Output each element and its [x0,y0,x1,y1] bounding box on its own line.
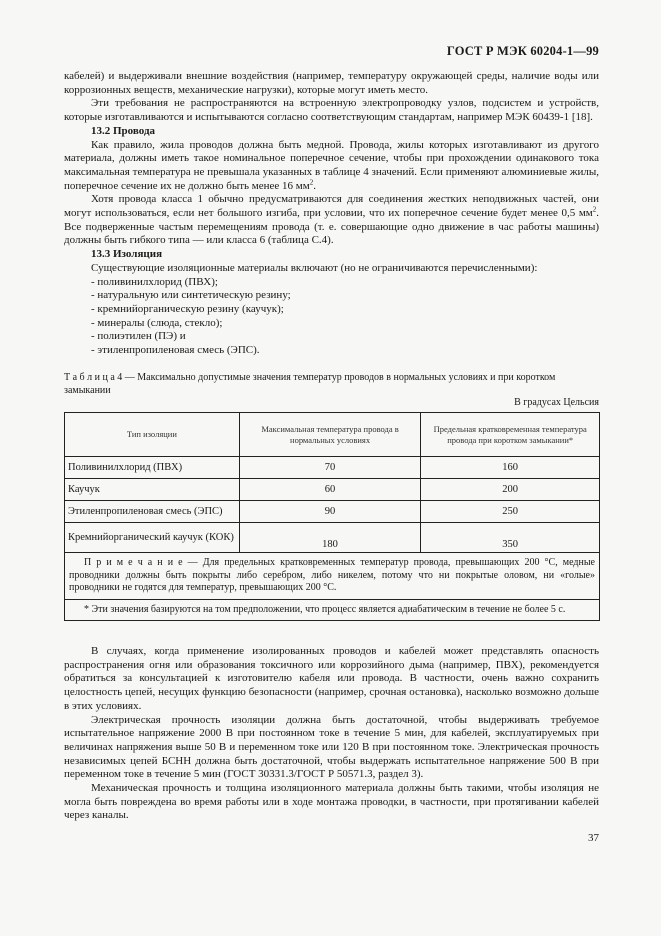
table-cell: 160 [421,457,600,479]
table-note: П р и м е ч а н и е — Для предельных кратковременных температур провода, превышающих 200 °С, медные проводники должны быть покрыты либо серебром, либо никелем, потому что ни покрытые оловом, ни «голые» проводники не годятся для температур, превышающих 200 °С. [65,553,600,600]
paragraph: Эти требования не распространяются на встроенную электропроводку узлов, подсистем и устройств, которые изготавливаются и испытываются согласно соответствующим стандартам, например МЭК 60439-1 [18]. [64,97,599,124]
table-cell: 200 [421,479,600,501]
text-run: . Все подверженные частым перемещениям провода (т. е. совершающие одно движение в час работы машины) должны быть гибкого типа — или класса 6 (таблица С.4). [64,207,599,247]
list-item: - поливинилхлорид (ПВХ); [91,275,218,288]
paragraph [64,193,599,248]
column-header: Предельная кратковременная температура провода при коротком замыкании* [421,413,600,457]
table-row [65,479,600,501]
top-text-block [64,70,599,358]
paragraph: Электрическая прочность изоляции должна быть достаточной, чтобы выдерживать требуемое испытательное напряжение 2000 В при постоянном токе в течение 5 мин, для кабелей, эксплуатируемых при величинах напряжения выше 50 В и переменном токе или 120 В при постоянном токе. Электрическая прочность независимых цепей БСНН должна быть достаточной, чтобы выдержать испытательное напряжение 500 В при переменном токе в течение 5 мин (ГОСТ 30331.3/ГОСТ Р 50571.3, раздел 3). [64,713,599,781]
table-cell: 250 [421,501,600,523]
column-header: Тип изоляции [65,413,240,457]
table-row [65,523,600,553]
paragraph: Существующие изоляционные материалы включают (но не ограничиваются перечисленными): [91,261,538,274]
text-run: Как правило, жила проводов должна быть медной. Провода, жилы которых изготавливают из другого материала, должны иметь такое номинальное поперечное сечение, чтобы при прохождении одинакового тока максимальная температура не превышала указанных в таблице 4 значений. Если применяют алюминиевые жилы, поперечное сечение их не должно быть менее 16 мм [64,138,599,192]
paragraph [64,139,599,194]
table-cell: 180 [239,523,421,553]
paragraph: Механическая прочность и толщина изоляционного материала должны быть такими, чтобы изоляция не могла быть повреждена во время работы или в ходе монтажа проводки, в частности, при протягивании кабелей через каналы. [64,782,599,822]
text-run: . [313,179,316,192]
text-run: Хотя провода класса 1 обычно предусматриваются для соединения жестких неподвижных частей, они могут использоваться, если нет большого изгиба, при условии, что их поперечное сечение будет менее 0,5 мм [64,193,599,220]
list-item: - натуральную или синтетическую резину; [91,289,291,302]
table-cell: 70 [239,457,421,479]
paragraph: кабелей) и выдерживали внешние воздействия (например, температуру окружающей среды, наличие воды или коррозионных веществ, механические нагрузки), которые могут иметь место. [64,70,599,96]
bottom-text-block [64,645,599,823]
table-cell: 90 [239,501,421,523]
page-number: 37 [588,832,599,844]
table-cell: 60 [239,479,421,501]
standard-header: ГОСТ Р МЭК 60204-1—99 [446,44,599,58]
table-cell: 350 [421,523,600,553]
table-units: В градусах Цельсия [514,397,599,408]
table-caption: Т а б л и ц а 4 — Максимально допустимые значения температур проводов в нормальных условиях и при коротком замыкании [64,372,556,396]
table-cell: Этиленпропиленовая смесь (ЭПС) [65,501,240,523]
list-item: - кремнийорганическую резину (каучук); [91,302,284,315]
superscript: 2 [592,205,597,214]
table-footnote: * Эти значения базируются на том предположении, что процесс является адиабатическим в течение не более 5 с. [65,599,600,621]
table-cell: Кремнийорганический каучук (КОК) [65,523,240,553]
table-footnote-row [65,599,600,621]
table-note-row [65,553,600,600]
temperature-table [64,412,600,621]
table-cell: Каучук [65,479,240,501]
section-heading-13-2: 13.2 Провода [91,124,156,137]
table-cell: Поливинилхлорид (ПВХ) [65,457,240,479]
column-header: Максимальная температура провода в нормальных условиях [239,413,421,457]
list-item: - полиэтилен (ПЭ) и [91,330,186,343]
section-heading-13-3: 13.3 Изоляция [91,248,163,261]
table-row [65,501,600,523]
table-header-row [65,413,600,457]
table-row [65,457,600,479]
superscript: 2 [309,177,314,186]
list-item: - минералы (слюда, стекло); [91,316,223,329]
list-item: - этиленпропиленовая смесь (ЭПС). [91,344,260,357]
paragraph: В случаях, когда применение изолированных проводов и кабелей может представлять опасность распространения огня или образования токсичного или коррозийного дыма (например, ПВХ), рекомендуется обратиться за консультацией к изготовителю кабеля или провода. В частности, очень важно сохранить целостность цепей, несущих функцию безопасности (например, срочная остановка), насколько возможно дольше в этих условиях. [64,645,599,712]
